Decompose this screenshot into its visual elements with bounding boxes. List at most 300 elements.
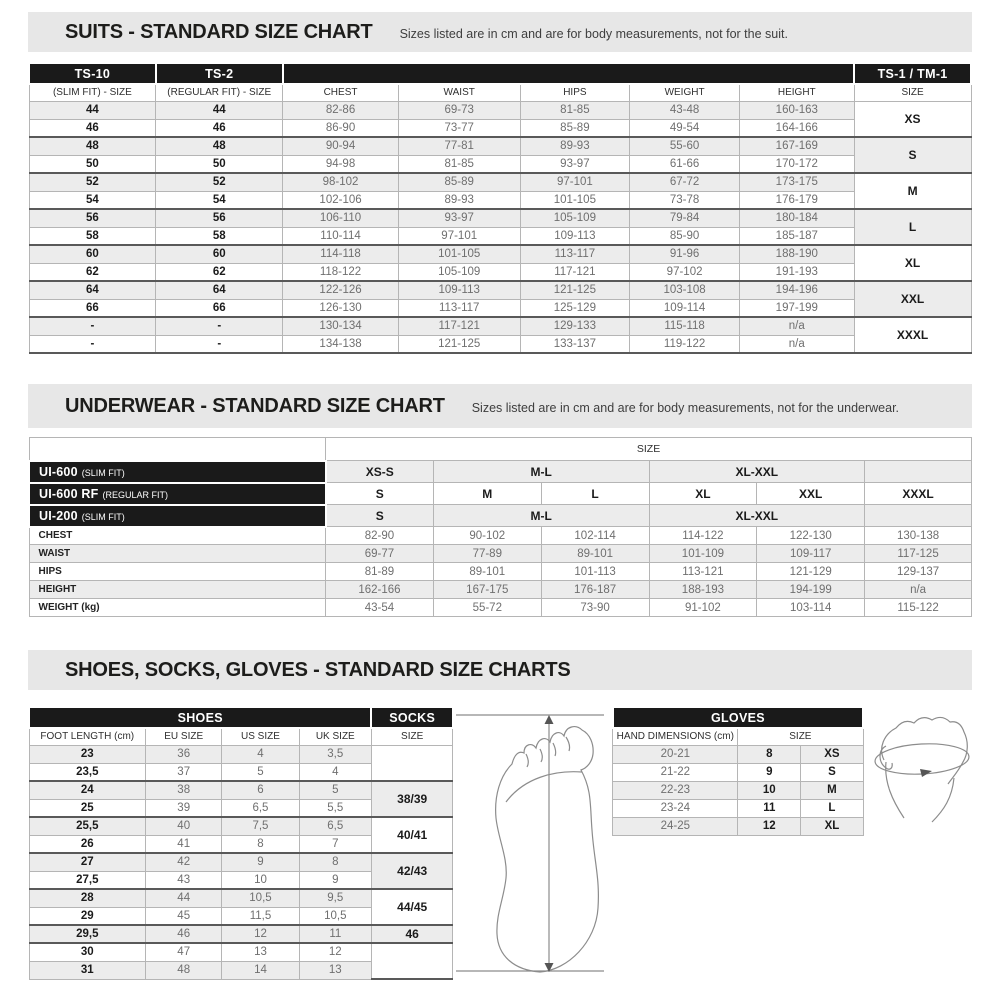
underwear-title-banner xyxy=(28,384,972,428)
table-cell: 10,5 xyxy=(299,907,371,925)
table-cell: XS xyxy=(801,745,863,763)
table-cell: 73-90 xyxy=(541,599,649,617)
table-cell: 118-122 xyxy=(283,263,399,281)
table-cell: 66 xyxy=(156,299,283,317)
table-cell: 43-48 xyxy=(630,101,740,119)
table-cell: 13 xyxy=(299,961,371,979)
table-row xyxy=(29,599,972,617)
table-cell: 9 xyxy=(222,853,299,871)
column-header: EU SIZE xyxy=(146,728,222,745)
table-row xyxy=(29,84,971,101)
table-cell: 39 xyxy=(146,799,222,817)
table-cell: 60 xyxy=(156,245,283,263)
table-cell: 25 xyxy=(29,799,146,817)
table-cell: 106-110 xyxy=(283,209,399,227)
table-cell: n/a xyxy=(739,317,854,335)
table-cell: 46 xyxy=(29,119,156,137)
product-fit-label: (SLIM FIT) xyxy=(81,511,125,522)
table-cell: 180-184 xyxy=(739,209,854,227)
table-cell: 77-81 xyxy=(398,137,520,155)
table-cell: 6 xyxy=(222,781,299,799)
column-header: GLOVES xyxy=(613,707,863,728)
table-cell: 48 xyxy=(29,137,156,155)
table-cell: 110-114 xyxy=(283,227,399,245)
table-cell: 9,5 xyxy=(299,889,371,907)
table-cell: 81-85 xyxy=(520,101,630,119)
table-cell: 125-129 xyxy=(520,299,630,317)
table-cell: 103-114 xyxy=(757,599,865,617)
table-cell: 52 xyxy=(29,173,156,191)
table-row xyxy=(29,707,453,728)
footwear-title: SHOES, SOCKS, GLOVES - STANDARD SIZE CHARTS xyxy=(65,658,571,681)
column-header xyxy=(29,461,326,483)
table-cell: 23-24 xyxy=(613,799,738,817)
table-cell: 23 xyxy=(29,745,146,763)
table-cell: XL-XXL xyxy=(649,505,865,527)
table-cell: 89-93 xyxy=(520,137,630,155)
table-cell: 25,5 xyxy=(29,817,146,835)
table-cell: 10 xyxy=(738,781,801,799)
table-cell: L xyxy=(854,209,971,245)
column-header: TS-2 xyxy=(156,63,283,84)
table-row xyxy=(29,745,453,763)
table-cell: 62 xyxy=(29,263,156,281)
table-cell: 3,5 xyxy=(299,745,371,763)
table-cell: 97-101 xyxy=(398,227,520,245)
table-cell: XL xyxy=(649,483,757,505)
table-row xyxy=(613,817,863,835)
table-cell: 133-137 xyxy=(520,335,630,353)
table-cell: 31 xyxy=(29,961,146,979)
table-cell: 7 xyxy=(299,835,371,853)
table-cell: 91-102 xyxy=(649,599,757,617)
column-header xyxy=(29,438,326,461)
table-cell: 42 xyxy=(146,853,222,871)
table-cell: 130-134 xyxy=(283,317,399,335)
table-row xyxy=(29,505,972,527)
table-cell: 85-89 xyxy=(398,173,520,191)
table-cell: 66 xyxy=(29,299,156,317)
table-cell: 40/41 xyxy=(371,817,452,853)
table-cell: M xyxy=(854,173,971,209)
table-cell: XS xyxy=(854,101,971,137)
table-row xyxy=(613,781,863,799)
table-row xyxy=(29,563,972,581)
table-cell: 50 xyxy=(156,155,283,173)
table-row xyxy=(613,799,863,817)
column-header: TS-1 / TM-1 xyxy=(854,63,971,84)
table-cell: L xyxy=(801,799,863,817)
table-row xyxy=(29,245,971,263)
table-cell: M xyxy=(433,483,541,505)
table-row xyxy=(29,527,972,545)
table-cell: XXL xyxy=(757,483,865,505)
table-row xyxy=(29,191,971,209)
table-cell: 46 xyxy=(156,119,283,137)
table-row xyxy=(29,461,972,483)
column-header: CHEST xyxy=(29,527,326,545)
table-cell: 9 xyxy=(299,871,371,889)
table-cell: 14 xyxy=(222,961,299,979)
table-cell: XXXL xyxy=(854,317,971,353)
table-row xyxy=(29,63,971,84)
table-row xyxy=(613,707,863,728)
table-cell: 29,5 xyxy=(29,925,146,943)
table-cell: 170-172 xyxy=(739,155,854,173)
table-cell: 69-73 xyxy=(398,101,520,119)
table-cell: 102-114 xyxy=(541,527,649,545)
table-cell: 5,5 xyxy=(299,799,371,817)
table-cell xyxy=(371,943,452,979)
column-header: FOOT LENGTH (cm) xyxy=(29,728,146,745)
gloves-size-table xyxy=(612,706,864,836)
shoes-socks-size-table xyxy=(28,706,454,980)
table-cell: 49-54 xyxy=(630,119,740,137)
table-cell: 56 xyxy=(156,209,283,227)
table-cell: 85-89 xyxy=(520,119,630,137)
table-row xyxy=(29,728,453,745)
table-cell: 129-133 xyxy=(520,317,630,335)
table-cell: 8 xyxy=(299,853,371,871)
table-cell: 5 xyxy=(299,781,371,799)
table-cell: 43-54 xyxy=(326,599,434,617)
table-cell: 113-121 xyxy=(649,563,757,581)
table-cell: M-L xyxy=(433,505,649,527)
product-model-label: UI-200 xyxy=(39,508,78,523)
table-cell: 191-193 xyxy=(739,263,854,281)
table-cell: - xyxy=(29,335,156,353)
table-cell: 122-126 xyxy=(283,281,399,299)
product-fit-label: (SLIM FIT) xyxy=(81,467,125,478)
product-model-label: UI-600 xyxy=(39,464,78,479)
suits-subtitle: Sizes listed are in cm and are for body measurements, not for the suit. xyxy=(399,26,788,41)
table-cell: 122-130 xyxy=(757,527,865,545)
suits-size-table xyxy=(28,62,972,354)
column-header: WEIGHT xyxy=(630,84,740,101)
table-cell: 167-175 xyxy=(433,581,541,599)
table-cell: 20-21 xyxy=(613,745,738,763)
table-cell: 173-175 xyxy=(739,173,854,191)
table-cell: XXL xyxy=(854,281,971,317)
table-cell: 10,5 xyxy=(222,889,299,907)
table-row xyxy=(29,438,972,461)
table-cell: 41 xyxy=(146,835,222,853)
table-cell: 93-97 xyxy=(398,209,520,227)
table-cell: 176-179 xyxy=(739,191,854,209)
table-cell: 55-72 xyxy=(433,599,541,617)
table-cell: XL-XXL xyxy=(649,461,865,483)
table-row xyxy=(613,728,863,745)
table-cell: 46 xyxy=(146,925,222,943)
footwear-title-banner xyxy=(28,650,972,690)
column-header: US SIZE xyxy=(222,728,299,745)
table-cell: 113-117 xyxy=(398,299,520,317)
table-row xyxy=(29,545,972,563)
table-cell: 101-109 xyxy=(649,545,757,563)
shoes-socks-gloves-row xyxy=(28,706,972,980)
table-cell: 109-113 xyxy=(520,227,630,245)
table-cell: S xyxy=(326,483,434,505)
table-cell: 188-190 xyxy=(739,245,854,263)
table-cell: 105-109 xyxy=(398,263,520,281)
column-header: UK SIZE xyxy=(299,728,371,745)
table-cell: 47 xyxy=(146,943,222,961)
table-cell: 69-77 xyxy=(326,545,434,563)
column-header xyxy=(29,483,326,505)
table-cell: 12 xyxy=(299,943,371,961)
table-cell: n/a xyxy=(739,335,854,353)
table-cell: 24-25 xyxy=(613,817,738,835)
table-cell: 21-22 xyxy=(613,763,738,781)
table-row xyxy=(29,943,453,961)
table-cell: 46 xyxy=(371,925,452,943)
table-cell: 115-118 xyxy=(630,317,740,335)
table-cell: 114-122 xyxy=(649,527,757,545)
table-cell: 6,5 xyxy=(299,817,371,835)
table-cell: L xyxy=(541,483,649,505)
table-cell: 11 xyxy=(738,799,801,817)
table-row xyxy=(29,137,971,155)
table-cell: 91-96 xyxy=(630,245,740,263)
table-cell: 109-117 xyxy=(757,545,865,563)
table-cell: 126-130 xyxy=(283,299,399,317)
table-cell: 48 xyxy=(156,137,283,155)
table-cell: 54 xyxy=(29,191,156,209)
table-cell: 109-114 xyxy=(630,299,740,317)
table-cell: 58 xyxy=(156,227,283,245)
table-cell: 82-90 xyxy=(326,527,434,545)
table-cell: 114-118 xyxy=(283,245,399,263)
table-cell: 86-90 xyxy=(283,119,399,137)
table-cell: 73-78 xyxy=(630,191,740,209)
table-cell: 119-122 xyxy=(630,335,740,353)
column-header: WEIGHT (kg) xyxy=(29,599,326,617)
table-row xyxy=(29,173,971,191)
table-cell: 44/45 xyxy=(371,889,452,925)
table-cell: 162-166 xyxy=(326,581,434,599)
table-row xyxy=(29,925,453,943)
table-cell: 38/39 xyxy=(371,781,452,817)
table-cell: 44 xyxy=(146,889,222,907)
table-cell: - xyxy=(156,335,283,353)
table-cell: 24 xyxy=(29,781,146,799)
table-cell: 28 xyxy=(29,889,146,907)
table-cell: 89-101 xyxy=(433,563,541,581)
table-cell: 64 xyxy=(156,281,283,299)
table-cell: 50 xyxy=(29,155,156,173)
table-cell: 64 xyxy=(29,281,156,299)
table-row xyxy=(29,281,971,299)
table-cell: S xyxy=(854,137,971,173)
table-cell: 61-66 xyxy=(630,155,740,173)
table-cell: 43 xyxy=(146,871,222,889)
column-header: (REGULAR FIT) - SIZE xyxy=(156,84,283,101)
table-row xyxy=(29,209,971,227)
table-cell: 10 xyxy=(222,871,299,889)
column-header: WAIST xyxy=(398,84,520,101)
table-cell: XL xyxy=(801,817,863,835)
table-cell: S xyxy=(326,505,434,527)
table-cell: 176-187 xyxy=(541,581,649,599)
table-cell: 11 xyxy=(299,925,371,943)
table-cell: 54 xyxy=(156,191,283,209)
column-header: HIPS xyxy=(520,84,630,101)
table-cell: 67-72 xyxy=(630,173,740,191)
table-cell: 97-102 xyxy=(630,263,740,281)
table-cell: 188-193 xyxy=(649,581,757,599)
column-header: HEIGHT xyxy=(29,581,326,599)
table-cell: 52 xyxy=(156,173,283,191)
table-cell: 36 xyxy=(146,745,222,763)
table-cell: 130-138 xyxy=(865,527,972,545)
table-cell: 117-121 xyxy=(520,263,630,281)
product-model-label: UI-600 RF xyxy=(39,486,99,501)
suits-title-banner xyxy=(28,12,972,52)
table-cell: 9 xyxy=(738,763,801,781)
table-cell: 4 xyxy=(299,763,371,781)
column-header: SHOES xyxy=(29,707,371,728)
table-cell: 102-106 xyxy=(283,191,399,209)
table-cell: 8 xyxy=(738,745,801,763)
table-cell: 121-125 xyxy=(520,281,630,299)
column-header: HIPS xyxy=(29,563,326,581)
table-row xyxy=(29,781,453,799)
table-cell: 121-129 xyxy=(757,563,865,581)
table-cell: 164-166 xyxy=(739,119,854,137)
table-row xyxy=(29,335,971,353)
table-cell: 58 xyxy=(29,227,156,245)
table-row xyxy=(29,299,971,317)
table-cell: 134-138 xyxy=(283,335,399,353)
table-cell xyxy=(865,461,972,483)
table-cell: 48 xyxy=(146,961,222,979)
table-cell: M-L xyxy=(433,461,649,483)
table-cell: 194-196 xyxy=(739,281,854,299)
table-cell: n/a xyxy=(865,581,972,599)
table-cell: 45 xyxy=(146,907,222,925)
table-cell: 81-85 xyxy=(398,155,520,173)
table-cell xyxy=(865,505,972,527)
table-cell: 5 xyxy=(222,763,299,781)
table-cell: 40 xyxy=(146,817,222,835)
table-cell: 105-109 xyxy=(520,209,630,227)
table-cell: XL xyxy=(854,245,971,281)
table-cell: 37 xyxy=(146,763,222,781)
table-cell: 82-86 xyxy=(283,101,399,119)
foot-measurement-illustration xyxy=(454,706,612,980)
column-header: SIZE xyxy=(854,84,971,101)
table-cell: 44 xyxy=(156,101,283,119)
column-header: CHEST xyxy=(283,84,399,101)
table-cell: 93-97 xyxy=(520,155,630,173)
table-cell: 42/43 xyxy=(371,853,452,889)
column-header: SIZE xyxy=(371,728,452,745)
table-row xyxy=(29,317,971,335)
table-cell: 194-199 xyxy=(757,581,865,599)
table-cell: 101-105 xyxy=(398,245,520,263)
table-cell: 117-121 xyxy=(398,317,520,335)
table-cell: 55-60 xyxy=(630,137,740,155)
table-cell: 121-125 xyxy=(398,335,520,353)
table-cell xyxy=(371,745,452,781)
table-cell: 79-84 xyxy=(630,209,740,227)
column-header: HEIGHT xyxy=(739,84,854,101)
table-cell: 89-101 xyxy=(541,545,649,563)
column-header: (SLIM FIT) - SIZE xyxy=(29,84,156,101)
table-cell: - xyxy=(29,317,156,335)
suits-title: SUITS - STANDARD SIZE CHART xyxy=(65,20,373,43)
table-row xyxy=(29,853,453,871)
table-cell: 11,5 xyxy=(222,907,299,925)
column-header: SIZE xyxy=(326,438,972,461)
table-row xyxy=(613,763,863,781)
table-cell: 85-90 xyxy=(630,227,740,245)
table-cell: 7,5 xyxy=(222,817,299,835)
table-cell: 101-105 xyxy=(520,191,630,209)
column-header: TS-10 xyxy=(29,63,156,84)
table-cell: 90-102 xyxy=(433,527,541,545)
table-cell: 38 xyxy=(146,781,222,799)
table-cell: 13 xyxy=(222,943,299,961)
table-cell: 44 xyxy=(29,101,156,119)
table-cell: 113-117 xyxy=(520,245,630,263)
table-cell: 98-102 xyxy=(283,173,399,191)
table-cell: 30 xyxy=(29,943,146,961)
table-row xyxy=(29,101,971,119)
table-cell: 26 xyxy=(29,835,146,853)
table-cell: XS-S xyxy=(326,461,434,483)
table-cell: 90-94 xyxy=(283,137,399,155)
table-cell: 103-108 xyxy=(630,281,740,299)
product-fit-label: (REGULAR FIT) xyxy=(102,489,168,500)
table-cell: M xyxy=(801,781,863,799)
table-cell: 160-163 xyxy=(739,101,854,119)
table-row xyxy=(29,889,453,907)
column-header: SIZE xyxy=(738,728,863,745)
underwear-subtitle: Sizes listed are in cm and are for body measurements, not for the underwear. xyxy=(471,400,900,415)
table-row xyxy=(29,119,971,137)
table-cell: 73-77 xyxy=(398,119,520,137)
column-header xyxy=(283,63,854,84)
column-header xyxy=(29,505,326,527)
table-cell: 56 xyxy=(29,209,156,227)
column-header: HAND DIMENSIONS (cm) xyxy=(613,728,738,745)
table-row xyxy=(29,155,971,173)
table-cell: XXXL xyxy=(865,483,972,505)
table-cell: 185-187 xyxy=(739,227,854,245)
table-cell: 27,5 xyxy=(29,871,146,889)
underwear-size-table xyxy=(28,437,972,617)
table-cell: 109-113 xyxy=(398,281,520,299)
table-cell: 12 xyxy=(738,817,801,835)
underwear-title: UNDERWEAR - STANDARD SIZE CHART xyxy=(65,394,445,417)
table-cell: 81-89 xyxy=(326,563,434,581)
table-row xyxy=(29,817,453,835)
table-cell: 129-137 xyxy=(865,563,972,581)
table-cell: 197-199 xyxy=(739,299,854,317)
table-cell: - xyxy=(156,317,283,335)
table-cell: 117-125 xyxy=(865,545,972,563)
table-cell: 89-93 xyxy=(398,191,520,209)
table-cell: 94-98 xyxy=(283,155,399,173)
table-cell: 60 xyxy=(29,245,156,263)
table-cell: 29 xyxy=(29,907,146,925)
table-cell: 22-23 xyxy=(613,781,738,799)
column-header: WAIST xyxy=(29,545,326,563)
table-cell: 115-122 xyxy=(865,599,972,617)
table-row xyxy=(613,745,863,763)
table-row xyxy=(29,263,971,281)
